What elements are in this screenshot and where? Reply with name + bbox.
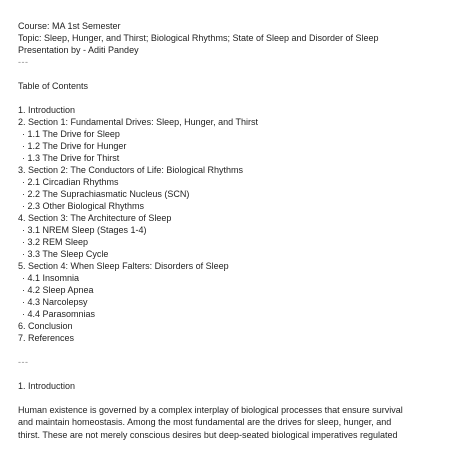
course-line: Course: MA 1st Semester [18, 21, 121, 31]
toc-subitem: · 4.1 Insomnia [22, 273, 80, 283]
separator: --- [18, 357, 29, 367]
toc-subitem: · 3.3 The Sleep Cycle [22, 249, 109, 259]
presenter-line: Presentation by - Aditi Pandey [18, 45, 139, 55]
toc-subitem: · 1.2 The Drive for Hunger [22, 141, 127, 151]
toc-item: 4. Section 3: The Architecture of Sleep [18, 213, 172, 223]
toc-subitem: · 3.2 REM Sleep [22, 237, 89, 247]
toc-item: 6. Conclusion [18, 321, 73, 331]
toc-subitem: · 3.1 NREM Sleep (Stages 1-4) [22, 225, 147, 235]
paragraph-line: thirst. These are not merely conscious desires but deep-seated biological imperatives regulated [18, 429, 398, 440]
toc-item: 3. Section 2: The Conductors of Life: Biological Rhythms [18, 165, 243, 175]
toc-item: 7. References [18, 333, 75, 343]
paragraph-line: Human existence is governed by a complex interplay of biological processes that ensure survival [18, 405, 403, 415]
toc-subitem: · 4.2 Sleep Apnea [22, 285, 94, 295]
section-heading: 1. Introduction [18, 381, 76, 391]
toc-item: 5. Section 4: When Sleep Falters: Disorders of Sleep [18, 261, 229, 271]
toc-item: 1. Introduction [18, 105, 76, 115]
toc-item: 2. Section 1: Fundamental Drives: Sleep, Hunger, and Thirst [18, 117, 258, 127]
paragraph-line: and maintain homeostasis. Among the most fundamental are the drives for sleep, hunger, and [18, 417, 392, 428]
toc-subitem: · 1.3 The Drive for Thirst [22, 153, 120, 163]
separator: --- [18, 57, 29, 67]
toc-subitem: · 2.3 Other Biological Rhythms [22, 201, 145, 211]
document-page [18, 20, 444, 441]
toc-title: Table of Contents [18, 81, 89, 91]
toc-subitem: · 4.3 Narcolepsy [22, 297, 88, 307]
toc-subitem: · 2.2 The Suprachiasmatic Nucleus (SCN) [22, 189, 190, 199]
toc-subitem: · 1.1 The Drive for Sleep [22, 129, 120, 139]
topic-line: Topic: Sleep, Hunger, and Thirst; Biological Rhythms; State of Sleep and Disorder of Sleep [18, 33, 379, 43]
toc-subitem: · 4.4 Parasomnias [22, 309, 96, 319]
toc-subitem: · 2.1 Circadian Rhythms [22, 177, 119, 187]
